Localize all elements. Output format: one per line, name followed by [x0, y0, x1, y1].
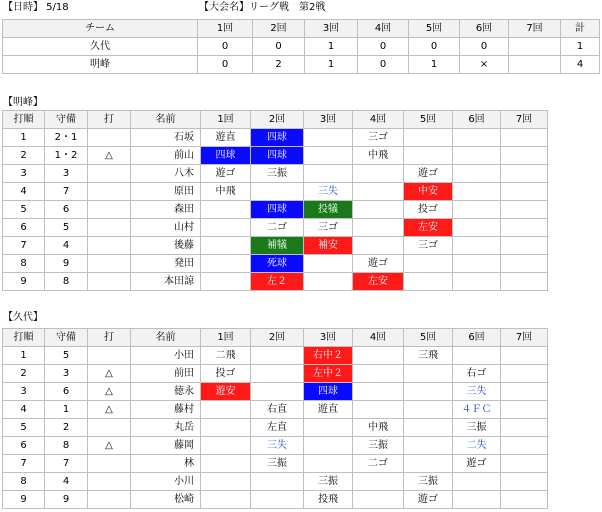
batting-order-cell: 1 — [3, 129, 45, 147]
inning-header-cell: 5回 — [409, 20, 460, 38]
at-bat-result-cell — [201, 201, 251, 219]
batting-order-cell: 8 — [3, 473, 45, 491]
name-header-cell: 名前 — [131, 111, 201, 129]
batting-order-cell: 5 — [3, 201, 45, 219]
fielding-position-cell: 3 — [45, 165, 88, 183]
bat-mark-cell — [88, 219, 131, 237]
at-bat-result-cell — [304, 437, 353, 455]
inning-score-cell: 0 — [253, 38, 305, 56]
at-bat-result-cell — [201, 255, 251, 273]
at-bat-result-cell — [201, 473, 251, 491]
at-bat-result-cell — [201, 219, 251, 237]
batting-order-cell: 8 — [3, 255, 45, 273]
bat-mark-cell: △ — [88, 401, 131, 419]
at-bat-result-cell — [501, 383, 548, 401]
player-row — [3, 219, 548, 237]
bat-mark-cell — [88, 473, 131, 491]
at-bat-result-cell — [501, 129, 548, 147]
lineup-header-row — [3, 111, 548, 129]
at-bat-result-cell — [453, 129, 501, 147]
at-bat-result-cell — [404, 401, 453, 419]
inning-score-cell: 1 — [409, 56, 460, 74]
inning-header-cell: 2回 — [251, 111, 304, 129]
inning-header-cell: 7回 — [501, 329, 548, 347]
at-bat-result-cell — [501, 437, 548, 455]
at-bat-result-cell: 三振 — [251, 455, 304, 473]
at-bat-result-cell — [201, 401, 251, 419]
at-bat-result-cell — [304, 419, 353, 437]
inning-header-cell: 5回 — [404, 111, 453, 129]
fielding-position-cell: 3 — [45, 365, 88, 383]
bat-mark-cell — [88, 347, 131, 365]
at-bat-result-cell: 三振 — [404, 473, 453, 491]
team-name-cell: 明峰 — [3, 56, 198, 74]
at-bat-result-cell — [453, 201, 501, 219]
player-name-cell: 前山 — [131, 147, 201, 165]
at-bat-result-cell: 二失 — [453, 437, 501, 455]
at-bat-result-cell — [353, 219, 404, 237]
batting-order-cell: 4 — [3, 401, 45, 419]
inning-score-cell — [509, 56, 561, 74]
at-bat-result-cell: 三振 — [453, 419, 501, 437]
bat-mark-cell: △ — [88, 365, 131, 383]
bat-mark-cell — [88, 273, 131, 291]
at-bat-result-cell — [304, 165, 353, 183]
at-bat-result-cell: 中飛 — [353, 419, 404, 437]
fielding-position-cell: 6 — [45, 383, 88, 401]
at-bat-result-cell — [404, 437, 453, 455]
at-bat-result-cell — [501, 147, 548, 165]
inning-header-cell: 6回 — [453, 329, 501, 347]
name-header-cell: 名前 — [131, 329, 201, 347]
bat-mark-cell — [88, 165, 131, 183]
batting-order-cell: 9 — [3, 273, 45, 291]
at-bat-result-cell — [453, 255, 501, 273]
fielding-position-cell: 8 — [45, 273, 88, 291]
at-bat-result-cell: 補安 — [304, 237, 353, 255]
team-name-cell: 久代 — [3, 38, 198, 56]
batting-order-cell: 9 — [3, 491, 45, 509]
at-bat-result-cell: 三失 — [251, 437, 304, 455]
kushiro-lineup-table — [2, 328, 548, 509]
at-bat-result-cell — [453, 147, 501, 165]
bat-header-cell: 打 — [88, 111, 131, 129]
fielding-position-cell: 5 — [45, 347, 88, 365]
player-row — [3, 129, 548, 147]
at-bat-result-cell — [501, 255, 548, 273]
inning-header-cell: 5回 — [404, 329, 453, 347]
player-name-cell: 丸岳 — [131, 419, 201, 437]
fielding-position-cell: 1・2 — [45, 147, 88, 165]
at-bat-result-cell: 三ゴ — [353, 129, 404, 147]
fielding-position-cell: 7 — [45, 455, 88, 473]
bat-mark-cell: △ — [88, 437, 131, 455]
fielding-position-cell: 1 — [45, 401, 88, 419]
inning-header-cell: 4回 — [353, 111, 404, 129]
order-header-cell: 打順 — [3, 111, 45, 129]
at-bat-result-cell: 三ゴ — [404, 237, 453, 255]
inning-header-cell: 4回 — [353, 329, 404, 347]
at-bat-result-cell — [404, 129, 453, 147]
inning-header-cell: 2回 — [253, 20, 305, 38]
at-bat-result-cell: 二飛 — [201, 347, 251, 365]
at-bat-result-cell — [353, 183, 404, 201]
fielding-position-cell: 2・1 — [45, 129, 88, 147]
total-score-cell: 1 — [561, 38, 600, 56]
at-bat-result-cell: 三ゴ — [304, 219, 353, 237]
inning-score-cell: 0 — [409, 38, 460, 56]
batting-order-cell: 3 — [3, 165, 45, 183]
player-row — [3, 255, 548, 273]
at-bat-result-cell — [501, 183, 548, 201]
kushiro-section-label: 【久代】 — [3, 312, 43, 323]
player-row — [3, 383, 548, 401]
player-row — [3, 455, 548, 473]
at-bat-result-cell — [453, 491, 501, 509]
at-bat-result-cell — [251, 473, 304, 491]
at-bat-result-cell — [453, 183, 501, 201]
player-row — [3, 183, 548, 201]
at-bat-result-cell: 遊直 — [304, 401, 353, 419]
scoreboard-header-row — [3, 20, 600, 38]
at-bat-result-cell — [251, 365, 304, 383]
at-bat-result-cell — [201, 491, 251, 509]
fielding-position-cell: 2 — [45, 419, 88, 437]
at-bat-result-cell: 二ゴ — [251, 219, 304, 237]
batting-order-cell: 5 — [3, 419, 45, 437]
player-name-cell: 原田 — [131, 183, 201, 201]
player-name-cell: 発田 — [131, 255, 201, 273]
at-bat-result-cell — [404, 273, 453, 291]
at-bat-result-cell — [501, 419, 548, 437]
at-bat-result-cell: 左安 — [404, 219, 453, 237]
player-row — [3, 473, 548, 491]
player-row — [3, 273, 548, 291]
player-row — [3, 165, 548, 183]
player-name-cell: 本田諒 — [131, 273, 201, 291]
at-bat-result-cell — [201, 437, 251, 455]
inning-header-cell: 7回 — [501, 111, 548, 129]
at-bat-result-cell — [251, 491, 304, 509]
batting-order-cell: 6 — [3, 219, 45, 237]
at-bat-result-cell: 三振 — [251, 165, 304, 183]
inning-score-cell: 1 — [305, 38, 358, 56]
at-bat-result-cell — [353, 347, 404, 365]
date-label: 【日時】 5/18 — [3, 2, 69, 13]
total-score-cell: 4 — [561, 56, 600, 74]
inning-header-cell: 2回 — [251, 329, 304, 347]
player-row — [3, 401, 548, 419]
at-bat-result-cell: 投飛 — [304, 491, 353, 509]
at-bat-result-cell — [453, 273, 501, 291]
player-name-cell: 松崎 — [131, 491, 201, 509]
inning-score-cell: 0 — [198, 56, 253, 74]
at-bat-result-cell — [304, 273, 353, 291]
at-bat-result-cell — [501, 201, 548, 219]
at-bat-result-cell: 左直 — [251, 419, 304, 437]
player-name-cell: 石坂 — [131, 129, 201, 147]
at-bat-result-cell: 中安 — [404, 183, 453, 201]
at-bat-result-cell — [201, 455, 251, 473]
at-bat-result-cell — [404, 419, 453, 437]
player-name-cell: 山村 — [131, 219, 201, 237]
scoreboard-table — [2, 19, 600, 74]
at-bat-result-cell — [453, 165, 501, 183]
at-bat-result-cell — [501, 473, 548, 491]
player-name-cell: 徳永 — [131, 383, 201, 401]
at-bat-result-cell — [353, 365, 404, 383]
at-bat-result-cell — [251, 383, 304, 401]
fielding-position-cell: 9 — [45, 255, 88, 273]
player-row — [3, 347, 548, 365]
inning-header-cell: 1回 — [201, 111, 251, 129]
at-bat-result-cell — [453, 237, 501, 255]
batting-order-cell: 2 — [3, 365, 45, 383]
at-bat-result-cell — [501, 165, 548, 183]
player-name-cell: 森田 — [131, 201, 201, 219]
at-bat-result-cell: 中飛 — [353, 147, 404, 165]
lineup-header-row — [3, 329, 548, 347]
bat-mark-cell — [88, 491, 131, 509]
inning-header-cell: 6回 — [460, 20, 509, 38]
position-header-cell: 守備 — [45, 329, 88, 347]
at-bat-result-cell — [501, 455, 548, 473]
player-row — [3, 201, 548, 219]
at-bat-result-cell: 投ゴ — [201, 365, 251, 383]
at-bat-result-cell: 死球 — [251, 255, 304, 273]
at-bat-result-cell: 左安 — [353, 273, 404, 291]
score-row — [3, 38, 600, 56]
at-bat-result-cell — [353, 165, 404, 183]
inning-header-cell: 7回 — [509, 20, 561, 38]
at-bat-result-cell — [501, 347, 548, 365]
at-bat-result-cell — [404, 365, 453, 383]
batting-order-cell: 7 — [3, 455, 45, 473]
order-header-cell: 打順 — [3, 329, 45, 347]
at-bat-result-cell: ４ＦＣ — [453, 401, 501, 419]
fielding-position-cell: 5 — [45, 219, 88, 237]
at-bat-result-cell: 遊ゴ — [353, 255, 404, 273]
bat-mark-cell: △ — [88, 383, 131, 401]
at-bat-result-cell: 投ゴ — [404, 201, 453, 219]
meiho-lineup-table — [2, 110, 548, 291]
inning-score-cell — [509, 38, 561, 56]
inning-score-cell: 0 — [198, 38, 253, 56]
inning-header-cell: 1回 — [201, 329, 251, 347]
at-bat-result-cell: 補犠 — [251, 237, 304, 255]
player-row — [3, 419, 548, 437]
at-bat-result-cell: 四球 — [251, 147, 304, 165]
at-bat-result-cell: 三飛 — [404, 347, 453, 365]
inning-header-cell: 3回 — [305, 20, 358, 38]
at-bat-result-cell: 右ゴ — [453, 365, 501, 383]
total-header-cell: 計 — [561, 20, 600, 38]
inning-score-cell: 0 — [460, 38, 509, 56]
player-row — [3, 437, 548, 455]
position-header-cell: 守備 — [45, 111, 88, 129]
player-name-cell: 林 — [131, 455, 201, 473]
at-bat-result-cell: 三失 — [453, 383, 501, 401]
at-bat-result-cell: 四球 — [251, 129, 304, 147]
at-bat-result-cell: 遊安 — [201, 383, 251, 401]
at-bat-result-cell: 二ゴ — [353, 455, 404, 473]
player-name-cell: 藤村 — [131, 401, 201, 419]
batting-order-cell: 6 — [3, 437, 45, 455]
bat-mark-cell — [88, 237, 131, 255]
bat-mark-cell — [88, 183, 131, 201]
at-bat-result-cell — [304, 255, 353, 273]
player-name-cell: 後藤 — [131, 237, 201, 255]
at-bat-result-cell — [353, 473, 404, 491]
score-row — [3, 56, 600, 74]
at-bat-result-cell: 投犠 — [304, 201, 353, 219]
inning-header-cell: 3回 — [304, 111, 353, 129]
player-row — [3, 237, 548, 255]
at-bat-result-cell: 三振 — [353, 437, 404, 455]
batting-order-cell: 2 — [3, 147, 45, 165]
at-bat-result-cell: 中飛 — [201, 183, 251, 201]
at-bat-result-cell — [404, 455, 453, 473]
inning-score-cell: 1 — [305, 56, 358, 74]
fielding-position-cell: 4 — [45, 473, 88, 491]
at-bat-result-cell — [404, 383, 453, 401]
player-name-cell: 小川 — [131, 473, 201, 491]
at-bat-result-cell: 右中２ — [304, 347, 353, 365]
inning-header-cell: 3回 — [304, 329, 353, 347]
batting-order-cell: 7 — [3, 237, 45, 255]
at-bat-result-cell: 三振 — [304, 473, 353, 491]
inning-header-cell: 1回 — [198, 20, 253, 38]
at-bat-result-cell — [304, 455, 353, 473]
inning-header-cell: 4回 — [358, 20, 409, 38]
at-bat-result-cell — [501, 401, 548, 419]
player-name-cell: 前田 — [131, 365, 201, 383]
at-bat-result-cell — [501, 219, 548, 237]
inning-header-cell: 6回 — [453, 111, 501, 129]
fielding-position-cell: 8 — [45, 437, 88, 455]
at-bat-result-cell — [501, 237, 548, 255]
at-bat-result-cell — [501, 273, 548, 291]
bat-mark-cell — [88, 201, 131, 219]
fielding-position-cell: 9 — [45, 491, 88, 509]
at-bat-result-cell — [404, 255, 453, 273]
at-bat-result-cell — [501, 365, 548, 383]
at-bat-result-cell: 左中２ — [304, 365, 353, 383]
at-bat-result-cell: 四球 — [201, 147, 251, 165]
at-bat-result-cell — [453, 219, 501, 237]
at-bat-result-cell — [353, 383, 404, 401]
at-bat-result-cell — [201, 273, 251, 291]
at-bat-result-cell: 遊ゴ — [404, 491, 453, 509]
at-bat-result-cell: 遊ゴ — [453, 455, 501, 473]
bat-mark-cell — [88, 129, 131, 147]
player-name-cell: 藤岡 — [131, 437, 201, 455]
at-bat-result-cell — [353, 491, 404, 509]
meiho-section-label: 【明峰】 — [3, 97, 43, 108]
at-bat-result-cell — [304, 147, 353, 165]
fielding-position-cell: 4 — [45, 237, 88, 255]
inning-score-cell: 0 — [358, 38, 409, 56]
at-bat-result-cell: 左２ — [251, 273, 304, 291]
at-bat-result-cell — [453, 473, 501, 491]
at-bat-result-cell — [304, 129, 353, 147]
at-bat-result-cell — [251, 183, 304, 201]
at-bat-result-cell: 遊直 — [201, 129, 251, 147]
at-bat-result-cell — [353, 401, 404, 419]
at-bat-result-cell: 遊ゴ — [404, 165, 453, 183]
inning-score-cell: × — [460, 56, 509, 74]
at-bat-result-cell: 右直 — [251, 401, 304, 419]
bat-mark-cell — [88, 255, 131, 273]
tournament-label: 【大会名】リーグ戦 第2戦 — [199, 2, 326, 13]
at-bat-result-cell — [353, 237, 404, 255]
bat-header-cell: 打 — [88, 329, 131, 347]
at-bat-result-cell — [404, 147, 453, 165]
inning-score-cell: 0 — [358, 56, 409, 74]
at-bat-result-cell — [201, 419, 251, 437]
inning-score-cell: 2 — [253, 56, 305, 74]
at-bat-result-cell — [501, 491, 548, 509]
player-name-cell: 八木 — [131, 165, 201, 183]
player-row — [3, 491, 548, 509]
bat-mark-cell: △ — [88, 147, 131, 165]
batting-order-cell: 4 — [3, 183, 45, 201]
at-bat-result-cell: 遊ゴ — [201, 165, 251, 183]
at-bat-result-cell — [453, 347, 501, 365]
fielding-position-cell: 6 — [45, 201, 88, 219]
team-header-cell: チーム — [3, 20, 198, 38]
player-row — [3, 365, 548, 383]
fielding-position-cell: 7 — [45, 183, 88, 201]
player-name-cell: 小田 — [131, 347, 201, 365]
at-bat-result-cell: 四球 — [304, 383, 353, 401]
at-bat-result-cell — [353, 201, 404, 219]
bat-mark-cell — [88, 419, 131, 437]
bat-mark-cell — [88, 455, 131, 473]
player-row — [3, 147, 548, 165]
at-bat-result-cell: 四球 — [251, 201, 304, 219]
at-bat-result-cell — [201, 237, 251, 255]
at-bat-result-cell — [251, 347, 304, 365]
at-bat-result-cell: 三失 — [304, 183, 353, 201]
batting-order-cell: 1 — [3, 347, 45, 365]
batting-order-cell: 3 — [3, 383, 45, 401]
